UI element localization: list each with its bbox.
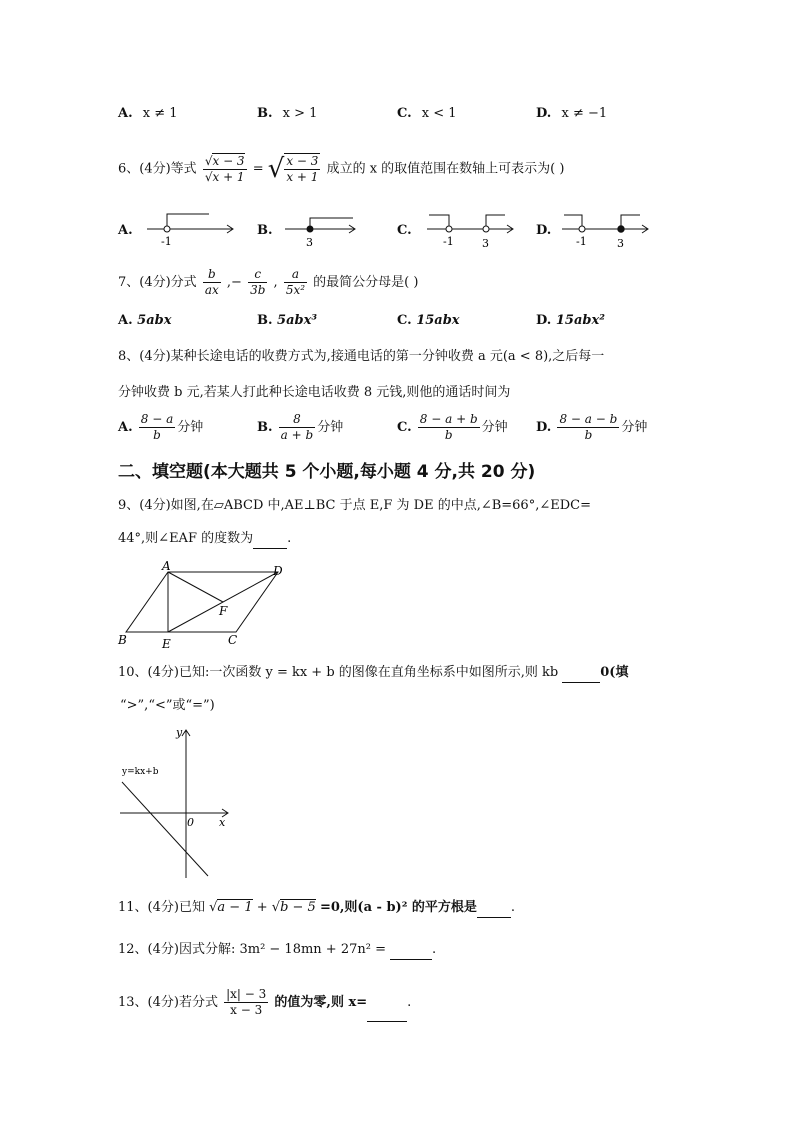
q6-numberline-a (145, 208, 240, 248)
svg-text:A: A (162, 560, 171, 573)
option-label: D. (536, 106, 552, 121)
sqrt-icon: √ (267, 154, 285, 184)
option-text: x < 1 (421, 106, 457, 121)
q6-option-b: B. (257, 223, 273, 238)
question-6 (118, 152, 564, 187)
q8-option-a: A. $\frac{8 - a}{b}$ 分钟 (118, 412, 204, 442)
svg-text:D: D (273, 564, 283, 578)
q6-option-c: C. (397, 223, 412, 238)
option-text: x > 1 (282, 106, 318, 121)
svg-text:y: y (176, 726, 183, 739)
svg-text:y=kx+b: y=kx+b (122, 767, 159, 777)
answer-blank[interactable] (477, 903, 511, 918)
sqrt-icon: √ (209, 900, 218, 915)
option-text: x ≠ −1 (561, 106, 608, 121)
svg-text:C: C (228, 633, 238, 647)
q6-lhs-den: √x + 1 (204, 169, 245, 184)
q6-option-a: A. (118, 223, 133, 238)
q5-option-d (536, 106, 607, 121)
svg-text:F: F (219, 604, 228, 618)
q6-equals: = (252, 161, 264, 177)
answer-blank[interactable] (562, 668, 600, 683)
question-10-line-2: “>”,“<”或“=”) (120, 698, 215, 713)
q6-suffix: 成立的 x 的取值范围在数轴上可表示为( ) (326, 161, 565, 177)
q7-fraction-3: $\frac{a}{\text{5x²}}$ (285, 267, 306, 297)
question-11: 11、(4分)已知 √a − 1 + √b − 5 =0,则(a - b)² 的平方根是 . (118, 898, 515, 918)
option-text: x ≠ 1 (142, 106, 178, 121)
svg-text:E: E (162, 637, 171, 651)
answer-blank[interactable] (367, 1007, 407, 1022)
question-8-line-2: 分钟收费 b 元,若某人打此种长途电话收费 8 元钱,则他的通话时间为 (118, 385, 511, 400)
q9-parallelogram-figure (116, 560, 291, 652)
svg-text:-1: -1 (576, 235, 587, 248)
q7-option-c: C. 15abx (397, 313, 460, 328)
svg-text:3: 3 (482, 237, 489, 248)
q13-fraction: $\frac{|x| - 3}{x - 3}$ (226, 987, 267, 1017)
svg-text:B: B (118, 633, 127, 647)
q6-numberline-c (425, 208, 520, 248)
q6-numberline-d (560, 208, 655, 248)
option-label: C. (397, 106, 412, 121)
option-label: B. (257, 106, 273, 121)
q8-option-d: D. $\frac{8 - a - b}{b}$ 分钟 (536, 412, 648, 442)
q6-rhs-num: x − 3 (286, 154, 319, 168)
question-9-line-2: 44°,则∠EAF 的度数为 . (118, 529, 291, 549)
question-8-line-1: 8、(4分)某种长途电话的收费方式为,接通电话的第一分钟收费 a 元(a < 8),之后每一 (118, 349, 605, 364)
q7-option-b: B. 5abx³ (257, 313, 318, 328)
svg-text:x: x (219, 816, 226, 829)
question-7: 7、(4分)分式 $\frac{b}{ax}$ ,− $\frac{c}{3b}$ , $\frac{a}{\text{5x²}}$ 的最简公分母是( ) (118, 267, 419, 297)
q5-option-a (118, 106, 178, 121)
answer-blank[interactable] (390, 945, 432, 960)
svg-text:3: 3 (617, 237, 624, 248)
q8-option-b: B. $\frac{8}{a + b}$ 分钟 (257, 412, 344, 442)
svg-text:-1: -1 (443, 235, 454, 248)
q10-graph (116, 724, 236, 884)
q6-option-d: D. (536, 223, 552, 238)
answer-blank[interactable] (253, 534, 287, 549)
q7-fraction-2: $\frac{c}{3b}$ (250, 267, 266, 297)
q7-fraction-1: $\frac{b}{ax}$ (204, 267, 219, 297)
svg-text:-1: -1 (161, 235, 172, 248)
q6-rhs-den: x + 1 (286, 170, 319, 184)
q7-option-d: D. 15abx² (536, 313, 605, 328)
question-10-line-1: 10、(4分)已知:一次函数 y = kx + b 的图像在直角坐标系中如图所示,则 kb 0(填 (118, 663, 628, 683)
q6-lhs-num: √x − 3 (204, 153, 245, 168)
q6-numberline-b (283, 208, 363, 248)
q7-option-a: A. 5abx (118, 313, 172, 328)
option-label: A. (118, 106, 133, 121)
question-12: 12、(4分)因式分解: 3m² − 18mn + 27n² = . (118, 940, 436, 960)
q6-lhs-fraction (203, 154, 247, 185)
q6-prefix: 6、(4分)等式 (118, 161, 197, 177)
question-9-line-1: 9、(4分)如图,在▱ABCD 中,AE⊥BC 于点 E,F 为 DE 的中点,∠B=66°,∠EDC= (118, 498, 591, 513)
question-13: 13、(4分)若分式 $\frac{|x| - 3}{x - 3}$ 的值为零,则 x= . (118, 984, 411, 1022)
svg-text:3: 3 (306, 236, 313, 248)
q8-option-c: C. $\frac{8 - a + b}{b}$ 分钟 (397, 412, 508, 442)
q5-option-b (257, 106, 317, 121)
svg-text:0: 0 (187, 816, 194, 829)
q6-rhs-fraction (284, 153, 320, 185)
section-title: 二、填空题(本大题共 5 个小题,每小题 4 分,共 20 分) (118, 462, 536, 482)
q5-option-c (397, 106, 457, 121)
sqrt-icon: √ (271, 900, 281, 915)
